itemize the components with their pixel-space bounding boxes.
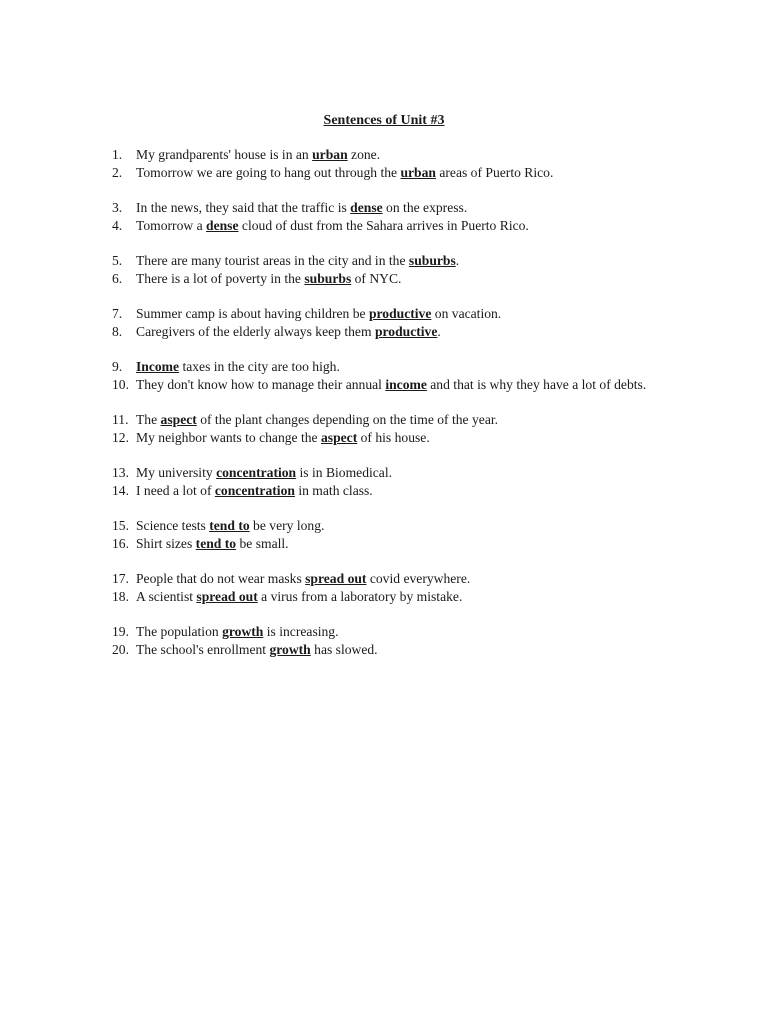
vocab-word: urban (312, 147, 348, 162)
list-item (112, 323, 672, 341)
sentence-text: be very long. (249, 518, 325, 533)
sentence-text: I need a lot of (136, 483, 215, 498)
item-number: 5. (112, 253, 123, 268)
sentence-text: of NYC. (351, 271, 402, 286)
item-number: 13. (112, 465, 129, 480)
item-number: 17. (112, 571, 129, 586)
list-item (112, 270, 672, 288)
sentence-text: is increasing. (263, 624, 339, 639)
sentence-text: in math class. (294, 483, 373, 498)
list-item (112, 464, 672, 482)
vocab-word: suburbs (408, 253, 456, 268)
sentence-text: Science tests (136, 518, 210, 533)
item-number: 11. (112, 412, 129, 427)
sentence-text: on vacation. (431, 306, 502, 321)
list-item (112, 199, 672, 217)
item-number: 4. (112, 218, 123, 233)
sentence-text: They don't know how to manage their annual (136, 377, 386, 392)
vocab-word: dense (206, 218, 239, 233)
vocab-word: tend to (195, 536, 237, 551)
item-number: 12. (112, 430, 129, 445)
sentence-text: Summer camp is about having children be (136, 306, 369, 321)
item-number: 3. (112, 200, 123, 215)
sentence-text: has slowed. (310, 642, 378, 657)
sentence-text: taxes in the city are too high. (179, 359, 340, 374)
vocab-word: tend to (209, 518, 250, 533)
list-item (112, 411, 672, 429)
vocab-word: growth (269, 642, 311, 657)
sentence-text: The school's enrollment (136, 642, 270, 657)
item-number: 2. (112, 165, 123, 180)
vocab-word: suburbs (304, 271, 352, 286)
vocab-word: aspect (320, 430, 358, 445)
sentence-text: Shirt sizes (136, 536, 196, 551)
sentence-text: cloud of dust from the Sahara arrives in Puerto Rico. (238, 218, 529, 233)
item-number: 10. (112, 377, 129, 392)
vocab-word: growth (222, 624, 264, 639)
sentence-text: is in Biomedical. (296, 465, 393, 480)
sentence-text: Caregivers of the elderly always keep them (136, 324, 375, 339)
list-item (112, 164, 672, 182)
list-item (112, 252, 672, 270)
sentence-text: a virus from a laboratory by mistake. (257, 589, 463, 604)
vocab-word: dense (350, 200, 383, 215)
item-number: 16. (112, 536, 129, 551)
vocab-word: concentration (214, 483, 295, 498)
list-item (112, 217, 672, 235)
item-number: 6. (112, 271, 123, 286)
sentence-text: There is a lot of poverty in the (136, 271, 305, 286)
list-item (112, 305, 672, 323)
item-number: 8. (112, 324, 123, 339)
list-item (112, 376, 672, 394)
sentence-text: of his house. (357, 430, 430, 445)
list-item (112, 641, 672, 659)
vocab-word: urban (400, 165, 436, 180)
sentence-text: There are many tourist areas in the city and in the (136, 253, 409, 268)
list-item (112, 482, 672, 500)
item-number: 19. (112, 624, 129, 639)
sentence-text: My grandparents' house is in an (136, 147, 313, 162)
vocab-word: productive (374, 324, 438, 339)
item-number: 1. (112, 147, 123, 162)
vocab-word: income (385, 377, 427, 392)
list-item (112, 588, 672, 606)
item-number: 15. (112, 518, 129, 533)
list-item (112, 358, 672, 376)
sentence-text: be small. (236, 536, 289, 551)
vocab-word: spread out (305, 571, 367, 586)
sentence-text: The population (136, 624, 223, 639)
sentence-text: of the plant changes depending on the time of the year. (196, 412, 499, 427)
vocab-word: concentration (216, 465, 297, 480)
item-number: 20. (112, 642, 129, 657)
item-number: 9. (112, 359, 123, 374)
sentence-text: My neighbor wants to change the (136, 430, 321, 445)
sentence-text: People that do not wear masks (136, 571, 306, 586)
sentence-text: covid everywhere. (366, 571, 471, 586)
sentence-text: on the express. (382, 200, 468, 215)
item-number: 7. (112, 306, 123, 321)
sentence-text: Tomorrow we are going to hang out through the (136, 165, 401, 180)
sentence-text: In the news, they said that the traffic is (136, 200, 351, 215)
sentence-text: zone. (347, 147, 381, 162)
sentence-text: The (136, 412, 161, 427)
page-title: Sentences of Unit #3 (323, 113, 445, 128)
item-number: 14. (112, 483, 129, 498)
list-item (112, 517, 672, 535)
vocab-word: productive (368, 306, 432, 321)
list-item (112, 429, 672, 447)
sentence-text: . (437, 324, 441, 339)
list-item (112, 570, 672, 588)
sentence-text: areas of Puerto Rico. (435, 165, 554, 180)
item-number: 18. (112, 589, 129, 604)
sentence-text: . (455, 253, 460, 268)
list-item (112, 623, 672, 641)
vocab-word: Income (136, 359, 180, 374)
sentence-text: and that is why they have a lot of debts. (426, 377, 647, 392)
sentence-text: A scientist (136, 589, 197, 604)
list-item (112, 535, 672, 553)
sentence-text: Tomorrow a (136, 218, 207, 233)
sentence-list (112, 146, 672, 659)
vocab-word: spread out (196, 589, 258, 604)
list-item (112, 146, 672, 164)
vocab-word: aspect (160, 412, 197, 427)
sentence-text: My university (136, 465, 217, 480)
